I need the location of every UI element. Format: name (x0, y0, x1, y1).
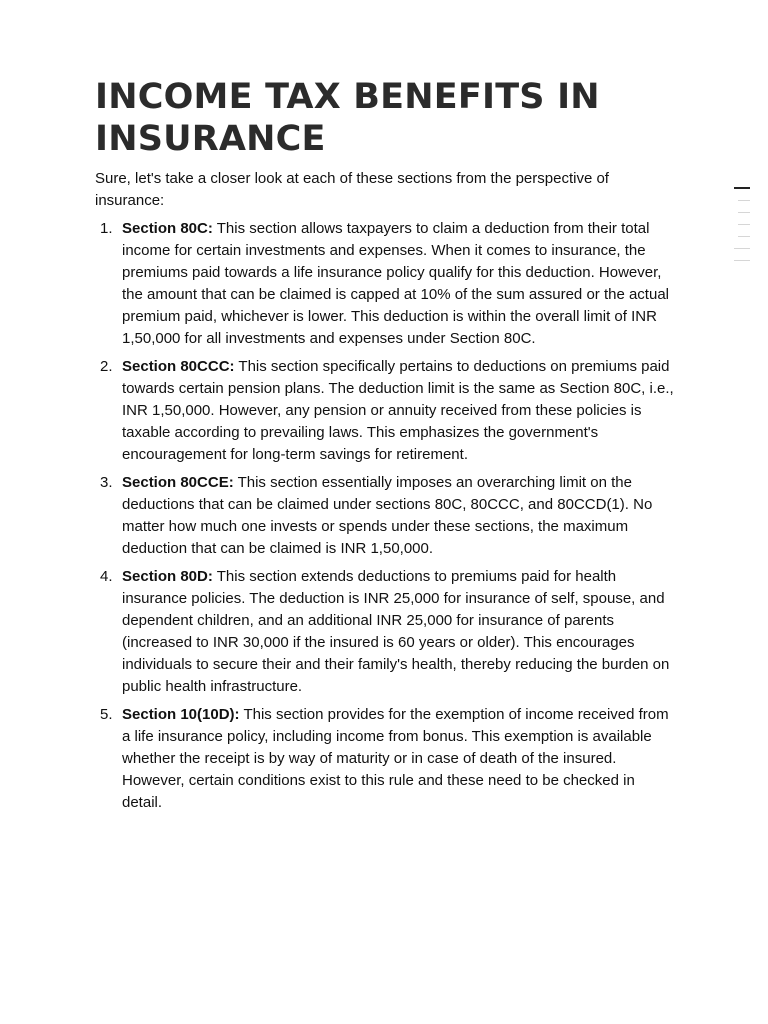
toc-tick[interactable] (738, 212, 750, 213)
list-item (95, 704, 675, 814)
list-item-heading: Section 80D: (122, 568, 213, 585)
list-item-body: This section specifically pertains to deductions on premiums paid towards certain pension plans. The deduction limit is the same as Section 80C, i.e., INR 1,50,000. However, any pension or annuity received from these policies is taxable according to prevailing laws. This emphasizes the government's encouragement for long-term savings for retirement. (122, 358, 674, 463)
list-item-body: This section allows taxpayers to claim a deduction from their total income for certain investments and expenses. When it comes to insurance, the premiums paid towards a life insurance policy qualify for this deduction. However, the amount that can be claimed is capped at 10% of the sum assured or the actual premium paid, whichever is lower. This deduction is within the overall limit of INR 1,50,000 for all investments and expenses under Section 80C. (122, 220, 669, 347)
list-item-number: 3. (100, 474, 113, 491)
toc-tick[interactable] (734, 248, 750, 249)
list-item (95, 566, 675, 698)
list-item-heading: Section 10(10D): (122, 706, 240, 723)
list-item-number: 5. (100, 706, 113, 723)
page-title: INCOME TAX BENEFITS IN INSURANCE (95, 77, 600, 159)
list-item-heading: Section 80CCE: (122, 474, 234, 491)
toc-tick[interactable] (738, 200, 750, 201)
list-item-heading: Section 80C: (122, 220, 213, 237)
toc-rail (734, 187, 750, 272)
toc-tick[interactable] (734, 260, 750, 261)
toc-tick[interactable] (738, 224, 750, 225)
list-item-body: This section essentially imposes an overarching limit on the deductions that can be claimed under sections 80C, 80CCC, and 80CCD(1). No matter how much one invests or spends under these sections, the maximum deduction that can be claimed is INR 1,50,000. (122, 474, 653, 557)
list-item-number: 1. (100, 220, 113, 237)
intro-paragraph: Sure, let's take a closer look at each of these sections from the perspective of insurance: (95, 170, 609, 209)
list-item-heading: Section 80CCC: (122, 358, 235, 375)
list-item-body: This section provides for the exemption of income received from a life insurance policy, including income from bonus. This exemption is available whether the receipt is by way of maturity or in case of death of the insured. However, certain conditions exist to this rule and these need to be checked in detail. (122, 706, 669, 811)
list-item (95, 472, 675, 560)
list-item-body: This section extends deductions to premiums paid for health insurance policies. The deduction is INR 25,000 for insurance of self, spouse, and dependent children, and an additional INR 25,000 for insurance of parents (increased to INR 30,000 if the insured is 60 years or older). This encourages individuals to secure their and their family's health, thereby reducing the burden on public health infrastructure. (122, 568, 670, 695)
list-item-number: 4. (100, 568, 113, 585)
list-item-number: 2. (100, 358, 113, 375)
sections-list (95, 218, 675, 820)
list-item (95, 218, 675, 350)
toc-tick[interactable] (738, 236, 750, 237)
toc-tick-active[interactable] (734, 187, 750, 189)
list-item (95, 356, 675, 466)
